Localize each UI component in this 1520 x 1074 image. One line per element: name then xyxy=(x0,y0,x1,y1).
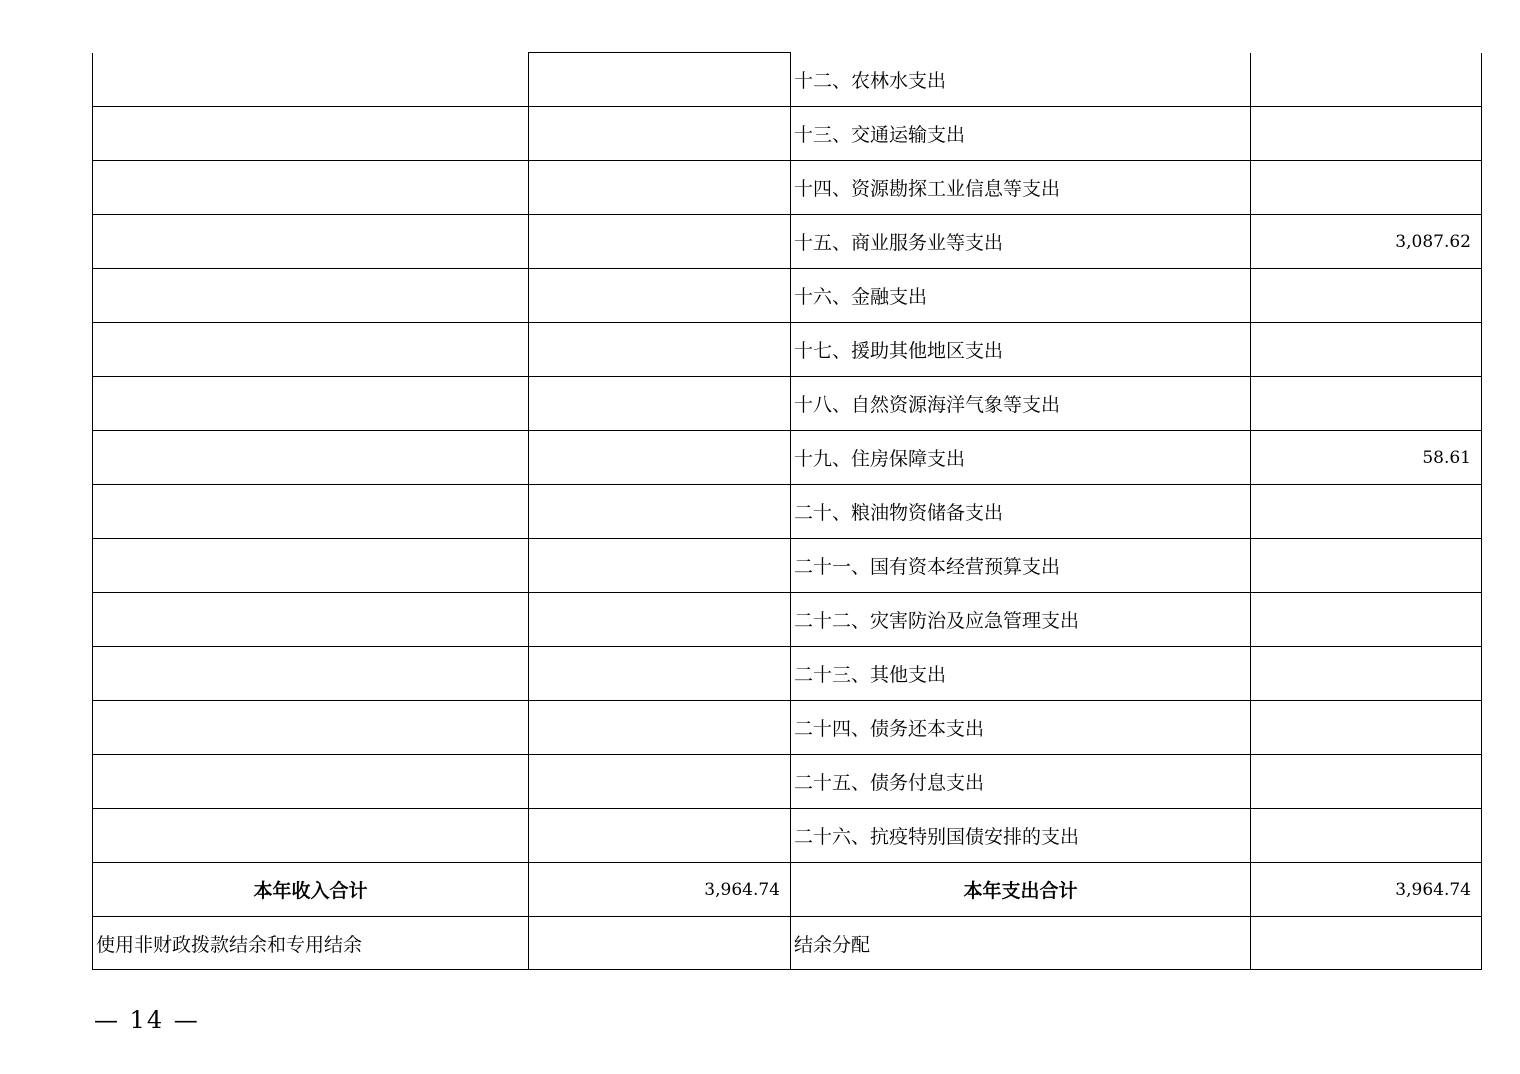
expense-amount-cell xyxy=(1251,539,1482,593)
budget-table xyxy=(92,52,1482,970)
expense-total-label: 本年支出合计 xyxy=(791,863,1251,917)
table-row xyxy=(93,431,1482,485)
table-row xyxy=(93,377,1482,431)
income-amount-cell xyxy=(529,377,791,431)
expense-item-cell: 十三、交通运输支出 xyxy=(791,107,1251,161)
income-item-cell xyxy=(93,107,529,161)
income-item-cell xyxy=(93,593,529,647)
expense-item-cell: 十七、援助其他地区支出 xyxy=(791,323,1251,377)
income-item-cell xyxy=(93,269,529,323)
expense-item-cell: 二十五、债务付息支出 xyxy=(791,755,1251,809)
expense-amount-cell xyxy=(1251,809,1482,863)
page-number: — 14 — xyxy=(94,1006,200,1034)
table-row xyxy=(93,53,1482,107)
income-amount-cell xyxy=(529,53,791,107)
expense-item-cell: 二十四、债务还本支出 xyxy=(791,701,1251,755)
income-amount-cell xyxy=(529,107,791,161)
income-item-cell xyxy=(93,431,529,485)
income-item-cell xyxy=(93,539,529,593)
totals-row xyxy=(93,863,1482,917)
income-amount-cell xyxy=(529,269,791,323)
table-row xyxy=(93,539,1482,593)
expense-item-cell: 十六、金融支出 xyxy=(791,269,1251,323)
expense-item-cell: 二十二、灾害防治及应急管理支出 xyxy=(791,593,1251,647)
income-amount-cell xyxy=(529,323,791,377)
expense-total-amount: 3,964.74 xyxy=(1251,863,1482,917)
income-item-cell xyxy=(93,377,529,431)
expense-item-cell: 十二、农林水支出 xyxy=(791,53,1251,107)
table-row xyxy=(93,215,1482,269)
expense-amount-cell: 3,087.62 xyxy=(1251,215,1482,269)
table-row xyxy=(93,107,1482,161)
income-item-cell xyxy=(93,755,529,809)
income-item-cell xyxy=(93,215,529,269)
table-row xyxy=(93,485,1482,539)
expense-item-cell: 十四、资源勘探工业信息等支出 xyxy=(791,161,1251,215)
expense-amount-cell xyxy=(1251,755,1482,809)
expense-item-cell: 十五、商业服务业等支出 xyxy=(791,215,1251,269)
expense-amount-cell xyxy=(1251,161,1482,215)
expense-amount-cell xyxy=(1251,53,1482,107)
expense-amount-cell xyxy=(1251,647,1482,701)
table-row xyxy=(93,647,1482,701)
income-total-label: 本年收入合计 xyxy=(93,863,529,917)
income-amount-cell xyxy=(529,809,791,863)
income-item-cell xyxy=(93,809,529,863)
table-row xyxy=(93,755,1482,809)
income-amount-cell xyxy=(529,215,791,269)
expense-item-cell: 十八、自然资源海洋气象等支出 xyxy=(791,377,1251,431)
income-item-cell xyxy=(93,647,529,701)
income-amount-cell xyxy=(529,539,791,593)
table-row xyxy=(93,593,1482,647)
income-amount-cell xyxy=(529,485,791,539)
expense-amount-cell: 58.61 xyxy=(1251,431,1482,485)
balance-expense-label: 结余分配 xyxy=(791,917,1251,970)
income-item-cell xyxy=(93,53,529,107)
table-row xyxy=(93,323,1482,377)
income-item-cell xyxy=(93,485,529,539)
expense-item-cell: 二十一、国有资本经营预算支出 xyxy=(791,539,1251,593)
expense-amount-cell xyxy=(1251,323,1482,377)
income-item-cell xyxy=(93,323,529,377)
table-row xyxy=(93,701,1482,755)
expense-item-cell: 二十、粮油物资储备支出 xyxy=(791,485,1251,539)
income-amount-cell xyxy=(529,593,791,647)
expense-item-cell: 十九、住房保障支出 xyxy=(791,431,1251,485)
table-row xyxy=(93,161,1482,215)
balance-expense-amount xyxy=(1251,917,1482,970)
income-item-cell xyxy=(93,701,529,755)
expense-item-cell: 二十三、其他支出 xyxy=(791,647,1251,701)
balance-income-amount xyxy=(529,917,791,970)
table-row xyxy=(93,809,1482,863)
balance-row xyxy=(93,917,1482,970)
income-amount-cell xyxy=(529,755,791,809)
balance-income-label: 使用非财政拨款结余和专用结余 xyxy=(93,917,529,970)
income-amount-cell xyxy=(529,647,791,701)
table-row xyxy=(93,269,1482,323)
expense-amount-cell xyxy=(1251,269,1482,323)
income-total-amount: 3,964.74 xyxy=(529,863,791,917)
expense-item-cell: 二十六、抗疫特别国债安排的支出 xyxy=(791,809,1251,863)
table-body xyxy=(93,53,1482,970)
income-amount-cell xyxy=(529,701,791,755)
income-amount-cell xyxy=(529,161,791,215)
income-amount-cell xyxy=(529,431,791,485)
income-item-cell xyxy=(93,161,529,215)
expense-amount-cell xyxy=(1251,107,1482,161)
expense-amount-cell xyxy=(1251,377,1482,431)
expense-amount-cell xyxy=(1251,701,1482,755)
expense-amount-cell xyxy=(1251,485,1482,539)
expense-amount-cell xyxy=(1251,593,1482,647)
